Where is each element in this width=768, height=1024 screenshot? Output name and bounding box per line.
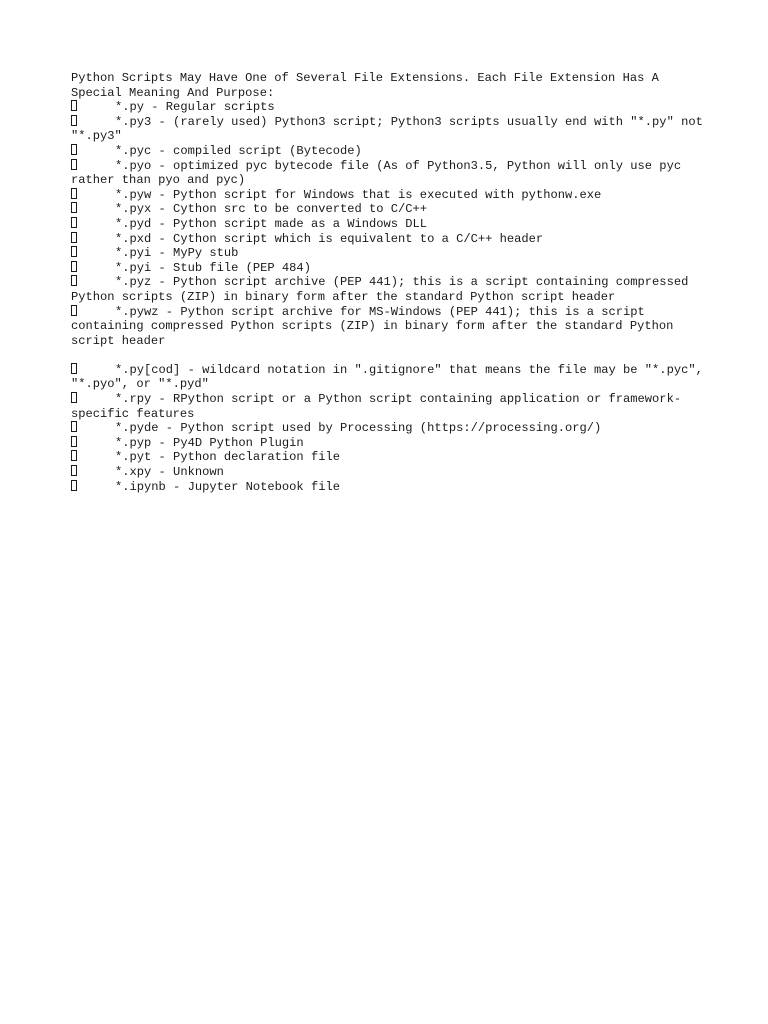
list-item-text: *.ipynb - Jupyter Notebook file [115,479,340,494]
bullet-glyph [71,144,115,159]
list-item-text: *.pyt - Python declaration file [115,450,340,465]
bullet-glyph [71,100,115,115]
list-item [71,261,711,276]
list-item [71,246,711,261]
bullet-glyph [71,202,115,217]
list-item-text: *.pyde - Python script used by Processing (https://processing.org/) [115,421,602,436]
list-item-text: *.py[cod] - wildcard notation in ".gitignore" that means the file may be "*.pyc", "*.pyo", or "*.pyd" [71,362,703,392]
list-item-text: *.pyc - compiled script (Bytecode) [115,143,362,158]
bullet-glyph [71,261,115,276]
list-item-text: *.pyx - Cython src to be converted to C/C++ [115,202,428,217]
list-item-text: *.pyw - Python script for Windows that is executed with pythonw.exe [115,187,602,202]
list-item [71,363,711,392]
list-item-text: *.pywz - Python script archive for MS-Windows (PEP 441); this is a script containing compressed Python scripts (ZIP) in binary form after the standard Python script header [71,304,674,348]
list-item [71,100,711,115]
bullet-glyph [71,232,115,247]
bullet-glyph [71,275,115,290]
bullet-glyph [71,480,115,495]
bullet-glyph [71,159,115,174]
list-item [71,480,711,495]
list-item-text: *.xpy - Unknown [115,465,224,480]
list-item-text: *.pxd - Cython script which is equivalent to a C/C++ header [115,231,544,246]
bullet-glyph [71,305,115,320]
list-item [71,450,711,465]
list-item-text: *.pyd - Python script made as a Windows DLL [115,216,428,231]
list-item-text: *.pyi - MyPy stub [115,246,239,261]
list-item [71,392,711,421]
list-item [71,144,711,159]
bullet-glyph [71,188,115,203]
list-item [71,275,711,304]
bullet-glyph [71,363,115,378]
list-item [71,421,711,436]
blank-line [71,348,711,363]
list-item-text: *.pyp - Py4D Python Plugin [115,435,304,450]
document-body [71,71,711,494]
list-item-text: *.pyz - Python script archive (PEP 441); this is a script containing compressed Python scripts (ZIP) in binary form after the standard Python script header [71,275,689,304]
list-item [71,305,711,349]
list-item [71,217,711,232]
bullet-glyph [71,436,115,451]
list-item [71,159,711,188]
bullet-glyph [71,115,115,130]
list-item [71,188,711,203]
list-item-text: *.pyi - Stub file (PEP 484) [115,260,311,275]
list-item [71,115,711,144]
list-item [71,465,711,480]
list-item-text: *.pyo - optimized pyc bytecode file (As of Python3.5, Python will only use pyc rather than pyo and pyc) [71,158,682,188]
list-item-text: *.py3 - (rarely used) Python3 script; Python3 scripts usually end with "*.py" not "*.py3" [71,114,703,144]
list-item-text: *.py - Regular scripts [115,100,275,115]
list-item-text: *.rpy - RPython script or a Python script containing application or framework-specific features [71,392,682,421]
list-item [71,202,711,217]
bullet-glyph [71,217,115,232]
intro-text: Python Scripts May Have One of Several File Extensions. Each File Extension Has A Special Meaning And Purpose: [71,71,659,100]
bullet-glyph [71,421,115,436]
list-item [71,436,711,451]
bullet-glyph [71,450,115,465]
list-item [71,232,711,247]
bullet-glyph [71,465,115,480]
bullet-glyph [71,392,115,407]
bullet-glyph [71,246,115,261]
